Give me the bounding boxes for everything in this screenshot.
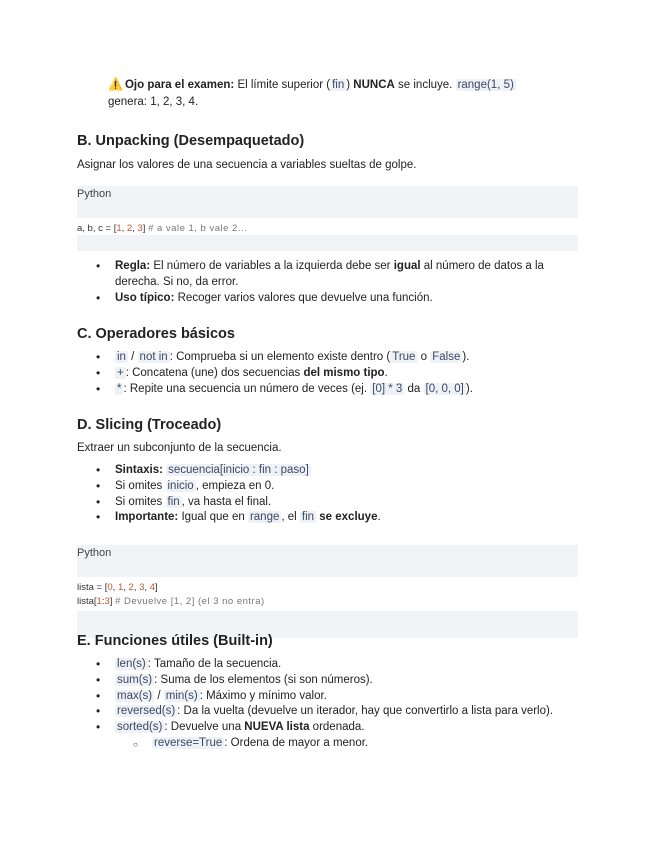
list-item: • reversed(s) : Da la vuelta (devuelve un iterador, hay que convertirlo a lista para verlo). — [96, 704, 576, 720]
code-block-slicing — [77, 545, 578, 638]
section-e-title: E. Funciones útiles (Built-in) — [77, 633, 273, 649]
inline-code: range(1, 5) — [457, 79, 514, 91]
section-b-desc: Asignar los valores de una secuencia a variables sueltas de golpe. — [77, 159, 417, 171]
list-item: • Uso típico: Recoger varios valores que devuelve una función. — [96, 291, 576, 307]
code-block-header — [77, 545, 578, 577]
code-line: lista = [0, 1, 2, 3, 4] — [77, 582, 158, 593]
sub-list-item: ○ reverse=True : Ordena de mayor a menor. — [133, 736, 613, 752]
list-item: • Si omites inicio , empieza en 0. — [96, 479, 576, 495]
section-b-bullets — [96, 259, 576, 306]
list-item: • sorted(s) : Devuelve una NUEVA lista ordenada. ○ reverse=True : Ordena de mayor a menor. — [96, 720, 576, 752]
inline-code: fin — [332, 79, 345, 91]
section-d-title: D. Slicing (Troceado) — [77, 417, 222, 433]
code-line: lista[1:3] # Devuelve [1, 2] (el 3 no entra) — [77, 596, 265, 607]
section-e-bullets — [96, 657, 576, 752]
list-item: • Sintaxis: secuencia[inicio : fin : paso] — [96, 463, 576, 479]
code-block-footer — [77, 235, 578, 251]
list-item: • Regla: El número de variables a la izquierda debe ser igual al número de datos a la derecha. Si no, da error. — [96, 259, 576, 291]
code-block-header — [77, 186, 578, 218]
section-d-bullets — [96, 463, 576, 526]
exam-warning-note — [108, 76, 568, 111]
list-item: • Si omites fin , va hasta el final. — [96, 495, 576, 511]
code-block-unpacking — [77, 186, 578, 251]
code-comment: # a vale 1, b vale 2... — [148, 223, 248, 234]
section-c-title: C. Operadores básicos — [77, 326, 235, 342]
list-item: • + : Concatena (une) dos secuencias del mismo tipo. — [96, 366, 576, 382]
list-item: • * : Repite una secuencia un número de veces (ej. [0] * 3 da [0, 0, 0] ). — [96, 382, 576, 398]
note-text: se incluye. — [394, 79, 456, 91]
note-text: genera: 1, 2, 3, 4. — [108, 96, 199, 108]
code-language-label: Python — [77, 188, 112, 200]
note-bold: Ojo para el examen: — [124, 79, 235, 91]
warning-icon: ⚠️ — [108, 77, 123, 91]
note-bold: NUNCA — [353, 79, 395, 91]
section-d-desc: Extraer un subconjunto de la secuencia. — [77, 442, 282, 454]
section-c-bullets — [96, 350, 576, 397]
code-language-label: Python — [77, 547, 112, 559]
code-comment: # Devuelve [1, 2] (el 3 no entra) — [115, 596, 265, 607]
note-text: El límite superior ( — [234, 79, 331, 91]
list-item: • len(s) : Tamaño de la secuencia. — [96, 657, 576, 673]
note-text: ) — [346, 79, 354, 91]
list-item: • Importante: Igual que en range , el fin se excluye. — [96, 510, 576, 526]
section-b-title: B. Unpacking (Desempaquetado) — [77, 133, 305, 149]
code-line: a, b, c = [1, 2, 3] # a vale 1, b vale 2... — [77, 223, 248, 234]
list-item: • in / not in : Comprueba si un elemento existe dentro ( True o False ). — [96, 350, 576, 366]
list-item: • sum(s) : Suma de los elementos (si son números). — [96, 673, 576, 689]
list-item: • max(s) / min(s) : Máximo y mínimo valor. — [96, 689, 576, 705]
sub-list — [115, 736, 613, 752]
